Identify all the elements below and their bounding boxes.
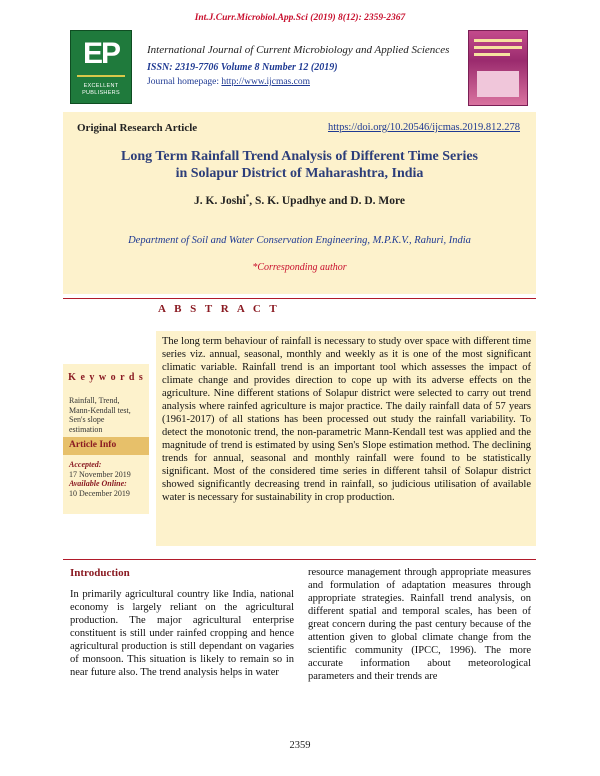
homepage-link[interactable]: http://www.ijcmas.com bbox=[221, 77, 310, 87]
logo-subtitle-line1: EXCELLENT bbox=[83, 83, 119, 89]
available-online-date: 10 December 2019 bbox=[69, 488, 130, 498]
accepted-date: 17 November 2019 bbox=[69, 469, 131, 479]
logo-divider bbox=[77, 75, 125, 77]
abstract-heading: A B S T R A C T bbox=[158, 303, 280, 315]
journal-name: International Journal of Current Microbiology and Applied Sciences bbox=[147, 44, 450, 56]
keyword-line: Mann-Kendall test, bbox=[69, 405, 131, 415]
article-title bbox=[63, 148, 536, 182]
journal-homepage bbox=[147, 77, 310, 87]
other-authors: , S. K. Upadhye and D. D. More bbox=[249, 194, 405, 207]
cover-graphic bbox=[477, 71, 519, 97]
keywords-list bbox=[69, 396, 147, 434]
cover-stripe bbox=[474, 39, 522, 42]
introduction-heading: Introduction bbox=[70, 567, 130, 579]
title-line-2: in Solapur District of Maharashtra, India bbox=[175, 166, 424, 181]
journal-cover-image bbox=[468, 30, 528, 106]
keyword-line: estimation bbox=[69, 424, 103, 434]
keyword-line: Rainfall, Trend, bbox=[69, 396, 120, 405]
article-info-header bbox=[63, 437, 149, 455]
body-column-left: In primarily agricultural country like India, national economy is largely reliant on the agricultural production. The major agricultural enterprise constituent is still under rainfed cropping and hence agricultural production is still dependant on vagaries of monsoon. This situation is likely to remain so in near future also. The trend analysis helps in water bbox=[70, 589, 294, 678]
logo-subtitle bbox=[71, 83, 131, 97]
body-column-right: resource management through appropriate measures and formulation of adaptation measures through appropriate strategies. Rainfall trend analysis, on different spatial and temporal scales, has been of great concern during the past century because of the attention given to global climate change from the scientific community (IPCC, 1996). The more accurate information about meteorological parameters and their trends are bbox=[308, 567, 531, 682]
journal-citation: Int.J.Curr.Microbiol.App.Sci (2019) 8(12): 2359-2367 bbox=[194, 13, 406, 23]
divider bbox=[63, 298, 536, 299]
publisher-logo bbox=[70, 30, 132, 104]
issn-volume: ISSN: 2319-7706 Volume 8 Number 12 (2019) bbox=[147, 62, 338, 73]
authors bbox=[63, 193, 536, 207]
available-online-label: Available Online: bbox=[69, 479, 127, 488]
logo-subtitle-line2: PUBLISHERS bbox=[82, 90, 120, 96]
keyword-line: Sen's slope bbox=[69, 415, 105, 424]
cover-stripe bbox=[474, 46, 522, 49]
logo-letters: EP bbox=[82, 37, 120, 70]
page-number: 2359 bbox=[289, 740, 311, 751]
cover-stripe bbox=[474, 53, 510, 56]
author-1: J. K. Joshi bbox=[194, 194, 246, 207]
keywords-heading: K e y w o r d s bbox=[68, 372, 144, 383]
doi-link[interactable]: https://doi.org/10.20546/ijcmas.2019.812.278 bbox=[327, 122, 520, 133]
title-line-1: Long Term Rainfall Trend Analysis of Different Time Series bbox=[120, 149, 479, 164]
corresponding-mark: * bbox=[245, 193, 250, 201]
article-dates bbox=[69, 460, 149, 498]
article-type: Original Research Article bbox=[77, 122, 198, 134]
affiliation: Department of Soil and Water Conservation Engineering, M.P.K.V., Rahuri, India bbox=[128, 235, 471, 246]
article-info-heading: Article Info bbox=[69, 440, 117, 450]
accepted-label: Accepted: bbox=[69, 460, 102, 469]
homepage-label: Journal homepage: bbox=[147, 77, 222, 87]
abstract-text: The long term behaviour of rainfall is necessary to study over space with different time series viz. annual, seasonal, monthly and weekly as it is one of the most significant climatic variable. Rainfall trend is an important tool which assesses the impact of climate change and provides direction to cope up with its adverse effects on the agriculture. Nine different stations of Solapur district were selected to carry out trend analysis where rainfed agriculture is major practice. The daily rainfall data of 57 years (1961-2017) of all stations has been processed out study the rainfall variability. To detect the monotonic trend, the non-parametric Mann-Kendall test was applied and the magnitude of trend is estimated by using Sen's Slope estimation method. The declining trends for annual, seasonal and monthly rainfall were found to be statistically significant. Most of the considered time series in different tahsil of Solapur district showed significantly decreasing trend in rainfall, so judicious utilisation of available water is necessary for sustainability in crop production. bbox=[162, 336, 531, 503]
corresponding-author-note: *Corresponding author bbox=[252, 262, 347, 273]
divider bbox=[63, 559, 536, 560]
